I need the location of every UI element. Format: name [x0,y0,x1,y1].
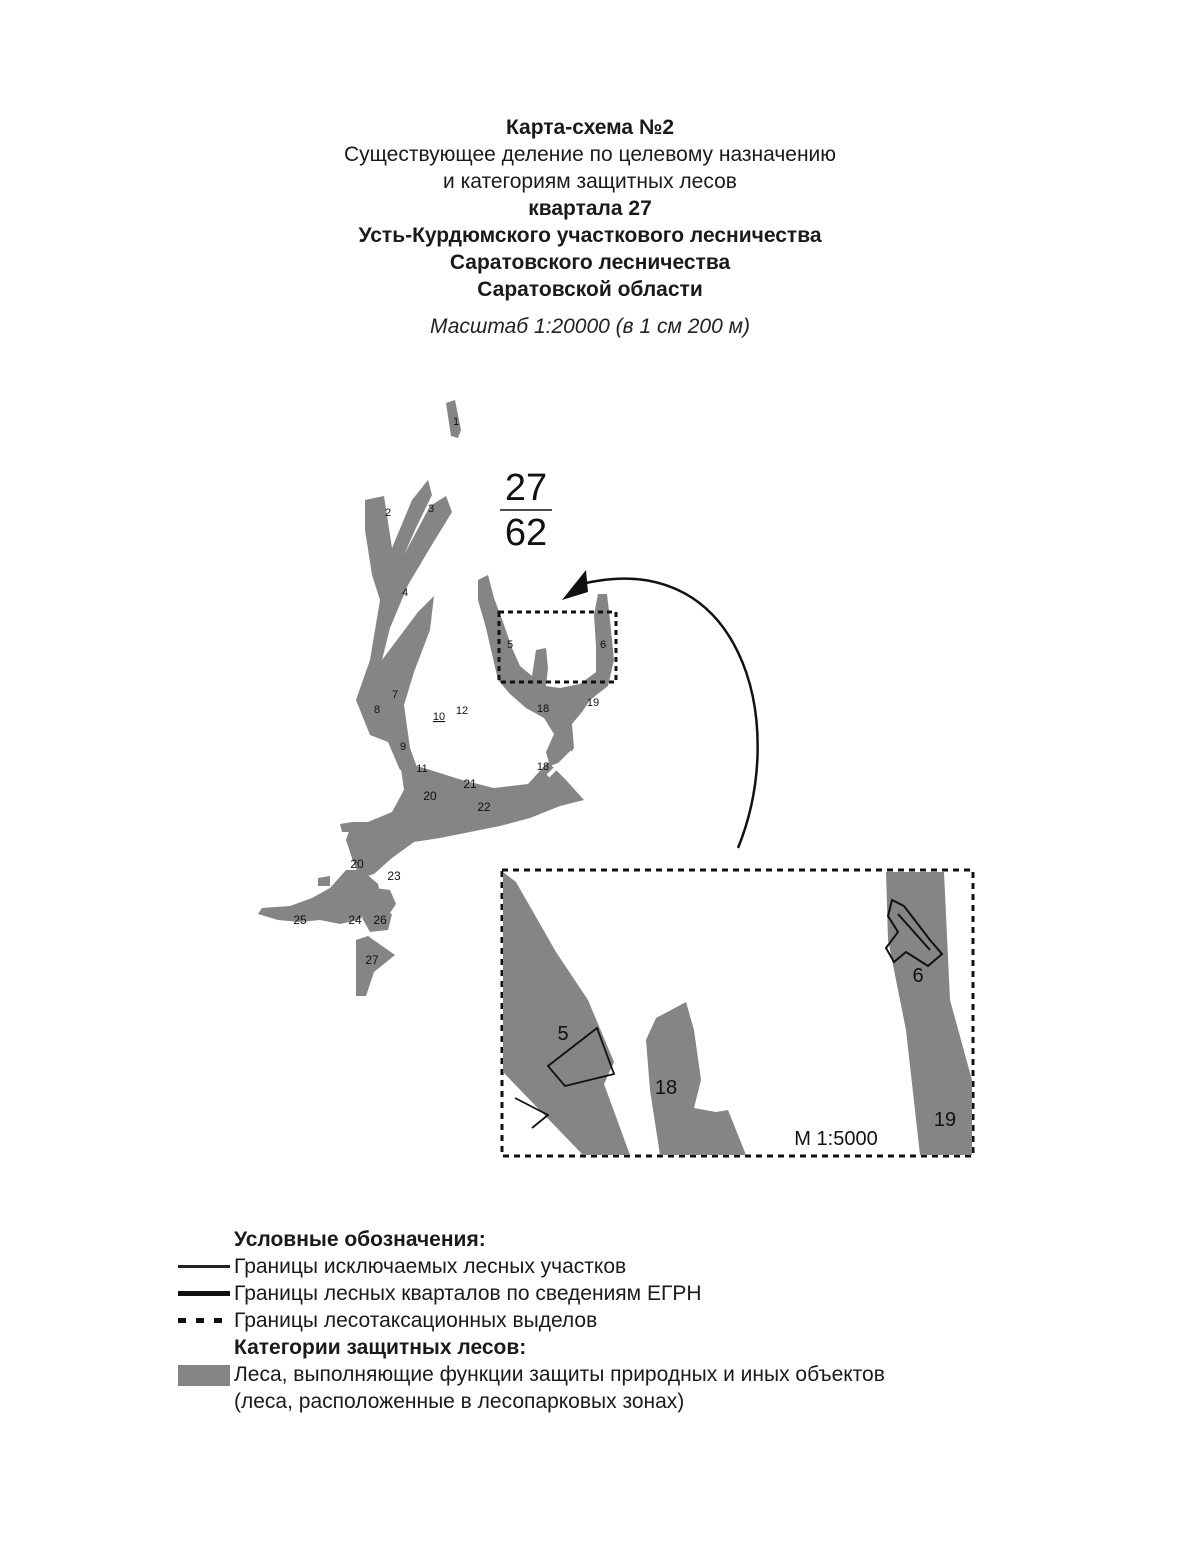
plot-label: 8 [373,704,381,716]
plot-label: 24 [348,913,362,927]
plot-label: 11 [416,763,428,775]
map-subtitle-2: и категориям защитных лесов [443,170,737,193]
plot-label: 19 [586,697,600,709]
legend-item-quarter [176,1280,1076,1307]
plot-label: 20 [423,789,437,803]
thin-line-icon [178,1265,230,1268]
thick-line-icon [178,1291,230,1296]
plot-label: 18 [536,761,550,773]
map-subtitle-1: Существующее деление по целевому назначению [343,143,837,166]
map-title: Карта-схема №2 [505,116,675,139]
plot-label: 21 [463,777,477,791]
plot-label: 18 [536,703,550,715]
dotted-line-icon [178,1318,230,1323]
plot-label: 6 [599,639,607,651]
plot-label: 9 [399,741,407,753]
plot-label: 23 [387,869,401,883]
legend-label: Границы лесотаксационных выделов [234,1309,598,1332]
legend-categories-heading: Категории защитных лесов: [234,1336,527,1359]
inset-label: 6 [912,965,924,987]
legend-category-label: Леса, выполняющие функции защиты природных и иных объектов [234,1363,885,1386]
region-title: Саратовской области [477,278,703,301]
plot-label: 22 [477,800,491,814]
plot-shape-north-arms [356,480,452,770]
forestry-title: Саратовского лесничества [449,251,731,274]
plot-label: 12 [455,705,469,717]
legend [176,1226,1076,1415]
inset-label: 18 [654,1077,678,1099]
inset-scale: М 1:5000 [794,1128,878,1150]
plot-shape-small-hook [318,876,330,886]
arrow-head-icon [562,570,588,600]
legend-category-label-2: (леса, расположенные в лесопарковых зонах) [234,1390,685,1413]
plot-label: 5 [506,639,514,651]
legend-item-taxation [176,1307,1076,1334]
inset-label: 5 [557,1023,569,1045]
legend-heading: Условные обозначения: [234,1228,486,1251]
map-scale: Масштаб 1:20000 (в 1 см 200 м) [430,315,750,338]
quarter-number: 27 [504,467,548,509]
plot-label: 10 [432,711,446,723]
plot-shape-14 [340,822,352,832]
legend-label: Границы исключаемых лесных участков [234,1255,627,1278]
legend-label: Границы лесных кварталов по сведениям ЕГРН [234,1282,702,1305]
plot-label: 4 [401,587,409,599]
plot-label: 25 [293,913,307,927]
plot-label: 26 [373,913,387,927]
plot-label: 20 [350,857,364,871]
plot-label: 27 [365,953,379,967]
inset-label: 19 [933,1109,957,1131]
plot-label: 1 [452,416,460,428]
quarter-title: квартала 27 [528,197,652,220]
legend-item-excluded [176,1253,1076,1280]
plot-label: 7 [391,689,399,701]
district-title: Усть-Курдюмского участкового лесничества [358,224,822,247]
plot-label: 3 [427,503,435,515]
plot-label: 2 [384,507,392,519]
quarter-area: 62 [504,512,548,554]
fill-swatch-icon [178,1365,230,1386]
legend-item-category [176,1361,1076,1415]
